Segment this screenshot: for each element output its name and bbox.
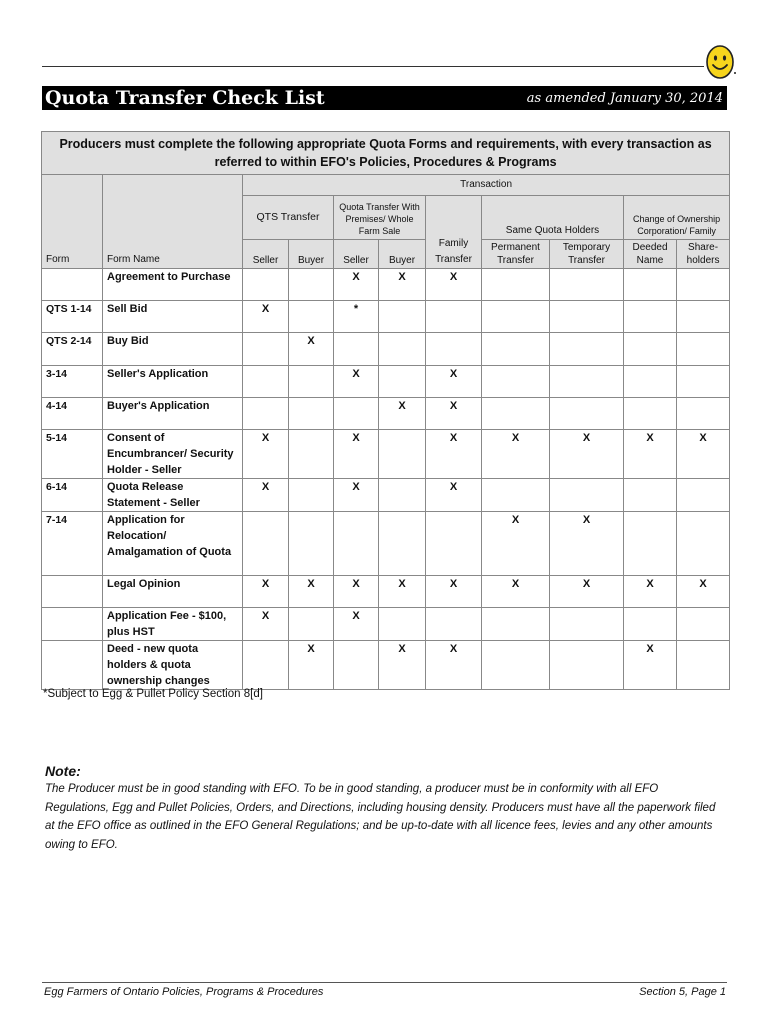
mark-cell [677, 512, 730, 576]
form-name-cell: Quota Release Statement - Seller [103, 479, 243, 512]
mark-cell [550, 641, 624, 690]
table-row [42, 512, 730, 576]
mark-cell [624, 608, 677, 641]
column-header-shareholders: Share-holders [677, 240, 730, 269]
mark-cell: X [334, 366, 379, 398]
column-header-premises-seller: Seller [334, 240, 379, 269]
mark-cell: X [677, 576, 730, 608]
mark-cell [677, 479, 730, 512]
column-header-premises-buyer: Buyer [379, 240, 426, 269]
smiling-egg-icon [704, 42, 738, 80]
mark-cell [243, 398, 289, 430]
mark-cell [677, 641, 730, 690]
mark-cell [550, 479, 624, 512]
column-header-deeded: Deeded Name [624, 240, 677, 269]
mark-cell: X [426, 269, 482, 301]
mark-cell [677, 333, 730, 366]
note-heading: Note: [45, 763, 81, 779]
mark-cell: X [482, 430, 550, 479]
mark-cell [243, 641, 289, 690]
mark-cell [482, 269, 550, 301]
mark-cell [334, 333, 379, 366]
mark-cell: X [289, 333, 334, 366]
mark-cell: X [482, 512, 550, 576]
mark-cell [379, 301, 426, 333]
table-row [42, 608, 730, 641]
mark-cell [334, 641, 379, 690]
mark-cell [289, 301, 334, 333]
form-name-cell: Sell Bid [103, 301, 243, 333]
mark-cell: X [334, 608, 379, 641]
table-row [42, 366, 730, 398]
mark-cell: X [334, 479, 379, 512]
group-change-ownership: Change of Ownership Corporation/ Family [624, 196, 730, 240]
mark-cell: X [426, 430, 482, 479]
table-row [42, 398, 730, 430]
mark-cell: X [550, 430, 624, 479]
mark-cell [677, 366, 730, 398]
form-code-cell: 4-14 [42, 398, 103, 430]
mark-cell: X [243, 479, 289, 512]
mark-cell [289, 608, 334, 641]
table-intro: Producers must complete the following appropriate Quota Forms and requirements, with every transaction as referred to within EFO's Policies, Procedures & Programs [42, 132, 730, 175]
mark-cell: X [624, 430, 677, 479]
table-row [42, 641, 730, 690]
mark-cell [289, 269, 334, 301]
footer-left: Egg Farmers of Ontario Policies, Programs & Procedures [44, 986, 324, 998]
footer-rule [42, 982, 727, 983]
form-name-cell: Application for Relocation/ Amalgamation of Quota [103, 512, 243, 576]
mark-cell [624, 333, 677, 366]
amended-date: as amended January 30, 2014 [526, 91, 723, 106]
header-family-cell [426, 196, 482, 269]
column-header-family: Family Transfer [435, 238, 472, 265]
mark-cell [334, 398, 379, 430]
form-code-cell: 6-14 [42, 479, 103, 512]
mark-cell [379, 333, 426, 366]
table-row [42, 430, 730, 479]
mark-cell: X [426, 641, 482, 690]
mark-cell: X [426, 479, 482, 512]
mark-cell [550, 366, 624, 398]
mark-cell: X [243, 576, 289, 608]
form-code-cell [42, 269, 103, 301]
column-header-form-name: Form Name [107, 254, 160, 265]
mark-cell [624, 366, 677, 398]
mark-cell [482, 366, 550, 398]
mark-cell [677, 608, 730, 641]
mark-cell [426, 333, 482, 366]
mark-cell [379, 479, 426, 512]
footer-right: Section 5, Page 1 [639, 986, 726, 998]
form-name-cell: Deed - new quota holders & quota ownership changes [103, 641, 243, 690]
mark-cell [482, 641, 550, 690]
column-header-qts-buyer: Buyer [289, 240, 334, 269]
mark-cell [482, 479, 550, 512]
mark-cell [624, 479, 677, 512]
mark-cell: X [550, 512, 624, 576]
mark-cell [677, 269, 730, 301]
table-row [42, 269, 730, 301]
column-header-qts-seller: Seller [243, 240, 289, 269]
form-name-cell: Buyer's Application [103, 398, 243, 430]
mark-cell [550, 269, 624, 301]
group-same-holders: Same Quota Holders [482, 196, 624, 240]
mark-cell [482, 301, 550, 333]
quota-checklist-table [41, 131, 730, 690]
mark-cell [289, 366, 334, 398]
note-body: The Producer must be in good standing with EFO. To be in good standing, a producer must be in conformity with all EFO Regulations, Egg and Pullet Policies, Orders, and Directions, including housing density. Producers must have all the paperwork filed at the EFO office as outlined in the EFO General Regulations; and be up-to-date with all licence fees, levies and any other amounts owing to EFO. [45, 783, 716, 851]
mark-cell: X [426, 398, 482, 430]
mark-cell [379, 608, 426, 641]
form-name-cell: Legal Opinion [103, 576, 243, 608]
header-rule [42, 66, 704, 67]
form-code-cell: QTS 2-14 [42, 333, 103, 366]
mark-cell [624, 512, 677, 576]
form-code-cell: QTS 1-14 [42, 301, 103, 333]
header-form-name-cell [103, 175, 243, 269]
mark-cell [482, 608, 550, 641]
title-bar [42, 86, 727, 110]
form-code-cell: 5-14 [42, 430, 103, 479]
mark-cell: X [624, 641, 677, 690]
mark-cell [379, 366, 426, 398]
form-name-cell: Seller's Application [103, 366, 243, 398]
table-row [42, 333, 730, 366]
mark-cell [624, 269, 677, 301]
footnote: *Subject to Egg & Pullet Policy Section 8[d] [43, 688, 263, 700]
form-code-cell [42, 608, 103, 641]
page-title: Quota Transfer Check List [45, 87, 325, 109]
transaction-header: Transaction [243, 175, 730, 196]
form-code-cell [42, 641, 103, 690]
mark-cell: X [289, 576, 334, 608]
column-header-permanent: Permanent Transfer [482, 240, 550, 269]
group-premises-transfer: Quota Transfer With Premises/ Whole Farm Sale [334, 196, 426, 240]
mark-cell [334, 512, 379, 576]
mark-cell [289, 430, 334, 479]
mark-cell [677, 301, 730, 333]
mark-cell: X [482, 576, 550, 608]
mark-cell: X [379, 641, 426, 690]
mark-cell [624, 398, 677, 430]
mark-cell: X [550, 576, 624, 608]
mark-cell: X [426, 576, 482, 608]
mark-cell [289, 398, 334, 430]
header-form-cell [42, 175, 103, 269]
form-code-cell [42, 576, 103, 608]
mark-cell: X [379, 576, 426, 608]
form-code-cell: 7-14 [42, 512, 103, 576]
mark-cell [550, 608, 624, 641]
form-code-cell: 3-14 [42, 366, 103, 398]
mark-cell: X [379, 398, 426, 430]
mark-cell [243, 366, 289, 398]
form-name-cell: Consent of Encumbrancer/ Security Holder - Seller [103, 430, 243, 479]
mark-cell [624, 301, 677, 333]
form-name-cell: Agreement to Purchase [103, 269, 243, 301]
mark-cell [550, 333, 624, 366]
mark-cell [243, 269, 289, 301]
mark-cell: X [379, 269, 426, 301]
mark-cell: * [334, 301, 379, 333]
mark-cell: X [289, 641, 334, 690]
form-name-cell: Application Fee - $100, plus HST [103, 608, 243, 641]
mark-cell: X [334, 576, 379, 608]
group-qts-transfer: QTS Transfer [243, 196, 334, 240]
table-row [42, 576, 730, 608]
column-header-form: Form [46, 254, 70, 265]
mark-cell: X [243, 430, 289, 479]
mark-cell [243, 512, 289, 576]
mark-cell [426, 608, 482, 641]
mark-cell [289, 512, 334, 576]
mark-cell [289, 479, 334, 512]
mark-cell [243, 333, 289, 366]
form-name-cell: Buy Bid [103, 333, 243, 366]
mark-cell: X [243, 301, 289, 333]
mark-cell [426, 512, 482, 576]
table-row [42, 479, 730, 512]
mark-cell [426, 301, 482, 333]
mark-cell [379, 430, 426, 479]
table-row [42, 301, 730, 333]
mark-cell [379, 512, 426, 576]
mark-cell [550, 398, 624, 430]
mark-cell: X [426, 366, 482, 398]
mark-cell: X [677, 430, 730, 479]
mark-cell: X [624, 576, 677, 608]
mark-cell [550, 301, 624, 333]
mark-cell [482, 398, 550, 430]
mark-cell [482, 333, 550, 366]
column-header-temporary: Temporary Transfer [550, 240, 624, 269]
mark-cell: X [334, 430, 379, 479]
mark-cell [677, 398, 730, 430]
mark-cell: X [334, 269, 379, 301]
mark-cell: X [243, 608, 289, 641]
